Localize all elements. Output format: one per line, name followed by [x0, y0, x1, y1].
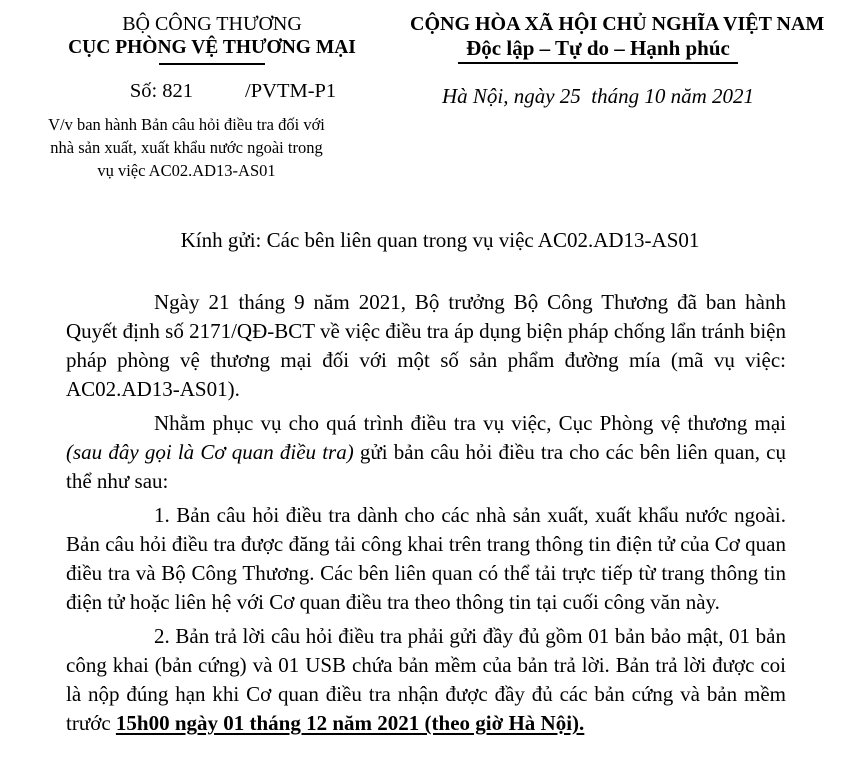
document-number: Số: 821	[129, 80, 194, 102]
submission-deadline: 15h00 ngày 01 tháng 12 năm 2021 (theo giờ Hà Nội).	[115, 711, 585, 735]
paragraph-item-1-questionnaire-access: 1. Bản câu hỏi điều tra dành cho các nhà sản xuất, xuất khẩu nước ngoài. Bản câu hỏi điều tra được đăng tải công khai trên trang thông tin điện tử của Cơ quan điều tra và Bộ Công Thương. Các bên liên quan có thể tải trực tiếp từ trang thông tin điện tử hoặc liên hệ với Cơ quan điều tra theo thông tin tại cuối công văn này.	[66, 503, 786, 614]
letter-header	[48, 12, 825, 182]
department-underline	[159, 63, 265, 65]
document-subject: V/v ban hành Bản câu hỏi điều tra đối với nhà sản xuất, xuất khẩu nước ngoài trong vụ việc AC02.AD13-AS01	[48, 115, 325, 180]
motto-line	[410, 36, 786, 64]
issuing-agency-block	[48, 12, 358, 182]
national-title: CỘNG HÒA XÃ HỘI CHỦ NGHĨA VIỆT NAM	[410, 13, 825, 35]
paragraph-4-text-start: 2. Bản trả lời câu hỏi điều tra phải gửi đầy đủ gồm 01 bản bảo mật, 01 bản công khai (bản cứng) và 01 USB chứa bản mềm của bản trả lời. Bản trả lời được coi là nộp đúng hạn khi Cơ quan điều tra nhận được đầy đủ các bản cứng và bản mềm trước	[66, 624, 786, 735]
paragraph-questionnaire-purpose	[66, 409, 786, 496]
ministry-name: BỘ CÔNG THƯƠNG	[122, 13, 302, 35]
document-number-line	[66, 79, 358, 104]
national-motto: Độc lập – Tự do – Hạnh phúc	[458, 36, 738, 64]
paragraph-item-2-submission-rules	[66, 622, 786, 738]
salutation-line: Kính gửi: Các bên liên quan trong vụ việc AC02.AD13-AS01	[180, 228, 700, 252]
paragraph-2-text-end: gửi bản câu hỏi điều tra cho các bên liên quan, cụ thể như sau:	[66, 440, 786, 493]
national-header-block	[410, 12, 825, 109]
department-name: CỤC PHÒNG VỆ THƯƠNG MẠI	[68, 37, 356, 58]
paragraph-decision-issued: Ngày 21 tháng 9 năm 2021, Bộ trưởng Bộ Công Thương đã ban hành Quyết định số 2171/QĐ-BCT về việc điều tra áp dụng biện pháp chống lẩn tránh biện pháp phòng vệ thương mại đối với một số sản phẩm đường mía (mã vụ việc: AC02.AD13-AS01).	[66, 290, 786, 401]
document-number-suffix: /PVTM-P1	[245, 80, 337, 102]
paragraph-2-text-start: Nhằm phục vụ cho quá trình điều tra vụ việc, Cục Phòng vệ thương mại	[154, 411, 786, 435]
letter-body	[66, 288, 786, 738]
place-and-date: Hà Nội, ngày 25 tháng 10 năm 2021	[441, 84, 755, 108]
paragraph-2-investigating-agency-alias: (sau đây gọi là Cơ quan điều tra)	[66, 440, 354, 464]
